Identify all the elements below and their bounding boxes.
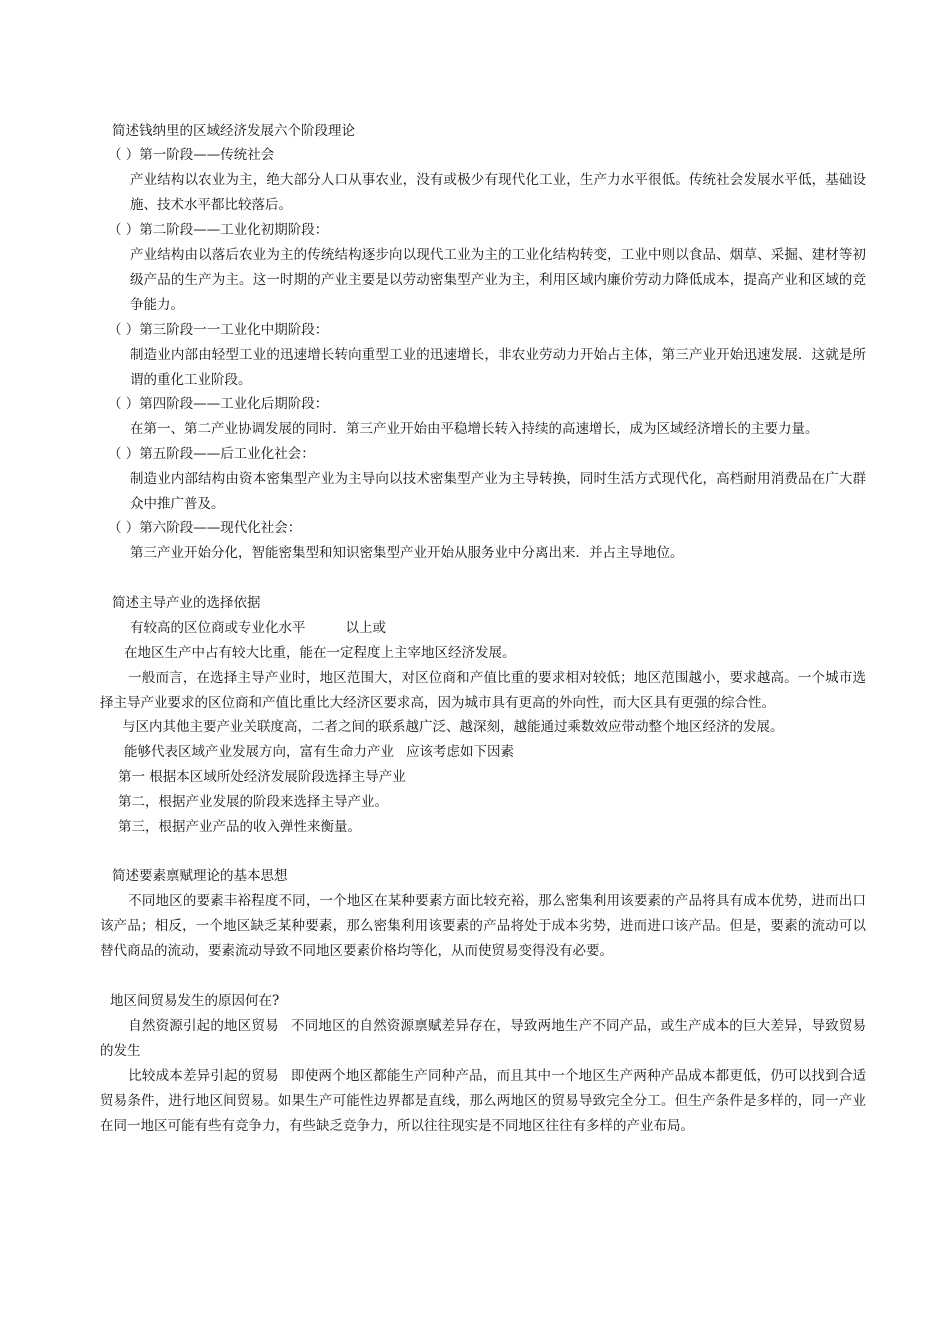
- criterion-direction-a: 能够代表区域产业发展方向，富有生命力产业: [124, 744, 394, 760]
- criterion-location-quotient: [130, 616, 386, 641]
- stage-5-text: 制造业内部结构由资本密集型产业为主导向以技术密集型产业为主导转换，同时生活方式现代化，高档耐用消费品在广大群众中推广普及。: [130, 471, 866, 512]
- stage-1-text: 产业结构以农业为主，绝大部分人口从事农业，没有或极少有现代化工业，生产力水平很低。传统社会发展水平低，基础设施、技术水平都比较落后。: [130, 172, 866, 213]
- stage-3-text: 制造业内部由轻型工业的迅速增长转向重型工业的迅速增长，非农业劳动力开始占主体，第三产业开始迅速发展．这就是所谓的重化工业阶段。: [130, 347, 866, 388]
- criterion-explanation-text: 一般而言，在选择主导产业时，地区范围大，对区位商和产值比重的要求相对较低；地区范围越小，要求越高。一个城市选择主导产业要求的区位商和产值比重比大经济区要求高，因为城市具有更高的外向性，而大区具有更强的综合性。: [100, 670, 866, 711]
- stage-6-text: 第三产业开始分化，智能密集型和知识密集型产业开始从服务业中分离出来．并占主导地位。: [130, 545, 684, 561]
- factor-third: 第三，根据产业产品的收入弹性来衡量。: [118, 819, 361, 835]
- criterion-direction: [124, 740, 514, 765]
- factor-second: 第二，根据产业发展的阶段来选择主导产业。: [118, 794, 388, 810]
- criterion-location-quotient-b: 以上或: [345, 620, 386, 636]
- stage-2-label: （ ）第二阶段——工业化初期阶段：: [108, 222, 329, 238]
- section-heading-trade-causes: 地区间贸易发生的原因何在?: [110, 993, 280, 1009]
- factor-first: 第一 根据本区域所处经济发展阶段选择主导产业: [118, 769, 406, 785]
- stage-4-label: （ ）第四阶段——工业化后期阶段：: [108, 396, 329, 412]
- trade-natural-resources-title: 自然资源引起的地区贸易: [128, 1018, 279, 1034]
- trade-natural-resources-body: 不同地区的自然资源禀赋差异存在，导致两地生产不同产品，或生产成本的巨大差异，导致贸易的发生: [100, 1018, 867, 1059]
- criterion-location-quotient-a: 有较高的区位商或专业化水平: [130, 620, 306, 636]
- stage-3-label: （ ）第三阶段一一工业化中期阶段：: [108, 322, 329, 338]
- section-heading-leading-industry: 简述主导产业的选择依据: [112, 595, 261, 611]
- trade-comparative-cost-title: 比较成本差异引起的贸易: [128, 1068, 279, 1084]
- criterion-direction-b: 应该考虑如下因素: [406, 744, 514, 760]
- factor-endowment-body: 不同地区的要素丰裕程度不同，一个地区在某种要素方面比较充裕，那么密集利用该要素的产品将具有成本优势，进而出口该产品；相反，一个地区缺乏某种要素，那么密集利用该要素的产品将处于成本劣势，进而进口该产品。但是，要素的流动可以替代商品的流动，要素流动导致不同地区要素价格均等化，从而使贸易变得没有必要。: [100, 893, 866, 959]
- stage-1-label: （ ）第一阶段——传统社会: [108, 147, 275, 163]
- trade-comparative-cost: [100, 1064, 866, 1138]
- trade-comparative-cost-body: 即使两个地区都能生产同种产品，而且其中一个地区生产两种产品成本都更低，仍可以找到合适贸易条件，进行地区间贸易。如果生产可能性边界都是直线，那么两地区的贸易导致完全分工。但生产条件是多样的，同一产业在同一地区可能有些有竞争力，有些缺乏竞争力，所以往往现实是不同地区往往有多样的产业布局。: [100, 1068, 867, 1134]
- section-heading-factor-endowment: 简述要素禀赋理论的基本思想: [112, 868, 288, 884]
- criterion-explanation: [100, 666, 866, 716]
- criterion-share: 在地区生产中占有较大比重，能在一定程度上主宰地区经济发展。: [124, 645, 516, 661]
- factor-endowment-text: [100, 889, 866, 963]
- stage-6-label: （ ）第六阶段——现代化社会：: [108, 520, 302, 536]
- criterion-linkage: 与区内其他主要产业关联度高，二者之间的联系越广泛、越深刻，越能通过乘数效应带动整个地区经济的发展。: [122, 719, 784, 735]
- stage-2-text: 产业结构由以落后农业为主的传统结构逐步向以现代工业为主的工业化结构转变，工业中则以食品、烟草、采掘、建材等初级产品的生产为主。这一时期的产业主要是以劳动密集型产业为主，利用区域内廉价劳动力降低成本，提高产业和区域的竞争能力。: [130, 247, 866, 313]
- trade-natural-resources: [100, 1014, 866, 1064]
- stage-5-label: （ ）第五阶段——后工业化社会：: [108, 446, 315, 462]
- section-heading-stages: 简述钱纳里的区域经济发展六个阶段理论: [112, 123, 355, 139]
- stage-4-text: 在第一、第二产业协调发展的同时．第三产业开始由平稳增长转入持续的高速增长，成为区域经济增长的主要力量。: [130, 421, 819, 437]
